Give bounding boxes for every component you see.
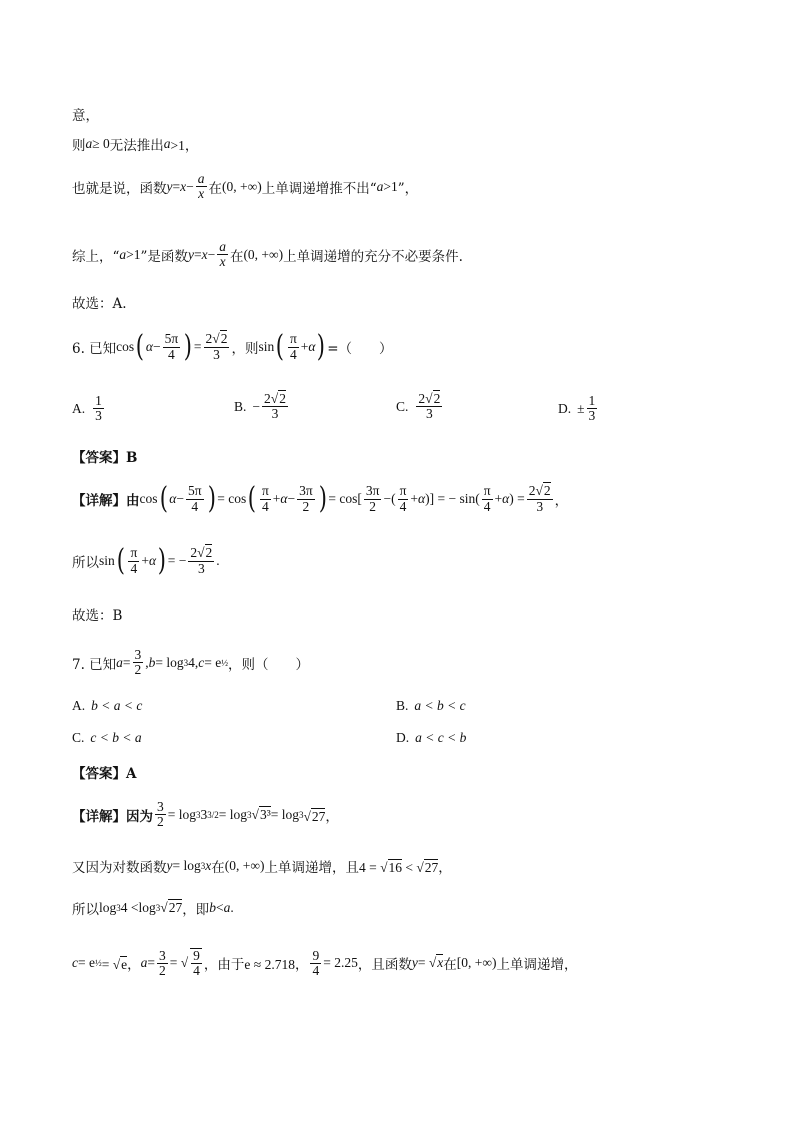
math: a (119, 246, 127, 262)
math: (0, +∞) (222, 178, 262, 194)
math: x (201, 246, 208, 262)
text: ”是函数 (140, 248, 188, 265)
math: − (186, 178, 194, 194)
option-a: A. $\frac{1}{3}$ (72, 393, 102, 424)
option-b: B. a < b < c (396, 698, 466, 713)
math: = (193, 246, 202, 262)
option-d: D. a < c < b (396, 730, 467, 745)
detail-line: 【详解】因为 $\frac{3}{2}$ = log 3 3 3/2 = log 3 √3³ = log 3 √27， (72, 799, 339, 830)
math: (0, +∞) (243, 246, 284, 262)
question-7: 7. 已知 a = $\frac{3}{2}$ , b = log 3 4, c = e ½ ，则（ ） (72, 647, 310, 678)
math: a (376, 178, 384, 194)
fraction: $\frac{5\pi}{4}$ (164, 331, 179, 362)
text-line (72, 104, 99, 124)
detail-line: 又因为对数函数 y = log 3 x 在 (0, +∞) 上单调递增，且 4 = √16 < √27， (72, 858, 452, 876)
text-line (72, 172, 418, 201)
answer-label: 【答案】B (72, 450, 138, 466)
text: 上单调递增的充分不必要条件. (283, 248, 463, 265)
fraction: $\frac{a}{x}$ (219, 239, 226, 270)
text: ，则 (231, 341, 259, 357)
text: 故选：A. (72, 296, 127, 312)
math: >1 (126, 246, 141, 262)
question-6: 6. 已知 cos ( α − $\frac{5\pi}{4}$ ) = $\frac{2√2}{3}$ ，则 sin ( $\frac{\pi}{4}$ + α ) =（ ） (72, 329, 393, 364)
math: a (85, 136, 93, 151)
detail-line: 所以 log 3 4 <log 3 √27 ，即 b < a . (72, 900, 234, 918)
text-line (72, 240, 463, 269)
text: 也就是说，函数 (72, 180, 167, 197)
detail-line: c = e ½ = √e， a = $\frac{3}{2}$ = √ $\frac{9}{4}$ ，由于 e ≈ 2.718， $\frac{9}{4}$ = 2.25 ，且函数 y = √x 在 [0, +∞) 上单调递增， (72, 947, 578, 979)
math: ≥ 0 (92, 136, 110, 151)
answer-label: 【答案】A (72, 766, 137, 782)
text: =（ ） (327, 341, 393, 357)
text-line (72, 134, 198, 154)
text: 无法推出 (109, 138, 164, 154)
math: − (207, 246, 216, 262)
question-number: 6. 已知 (72, 341, 117, 357)
math: x (180, 178, 187, 194)
text: 上单调递增推不出“ (261, 180, 377, 197)
math: = (172, 178, 181, 194)
option-c: C. $\frac{2√2}{3}$ (396, 391, 441, 422)
text: 意， (72, 108, 99, 124)
option-a: A. b < a < c (72, 698, 143, 713)
detail-line: 【详解】由 cos ( α − $\frac{5\pi}{4}$ ) = cos ( $\frac{\pi}{4}$ + α − $\frac{3\pi}{2}$ ) = cos[ $\frac{3\pi}{2}$ −( $\frac{\pi}{4}$ + α )] = − sin( $\frac{\pi}{4}$ + α ) = $\frac{2√2}{3}$ ， (72, 481, 569, 516)
math: >1 (383, 178, 398, 194)
option-b: B. − $\frac{2√2}{3}$ (234, 391, 286, 422)
detail-line: 所以 sin ( $\frac{\pi}{4}$ + α ) = − $\frac{2√2}{3}$ . (72, 543, 220, 578)
math: y (187, 246, 194, 262)
text: 在 (208, 180, 222, 197)
math: cos (116, 339, 135, 354)
text: ”， (397, 180, 419, 197)
math: y (166, 178, 173, 194)
text: 则 (72, 138, 86, 154)
math: a (163, 136, 171, 151)
fraction: $\frac{2√2}{3}$ (205, 331, 228, 362)
text: 综上，“ (72, 248, 120, 265)
option-c: C. c < b < a (72, 730, 142, 745)
text-line (72, 292, 127, 312)
math: >1， (170, 138, 199, 153)
text: 在 (229, 248, 244, 265)
fraction: $\frac{a}{x}$ (197, 171, 205, 202)
option-d: D. ± $\frac{1}{3}$ (558, 393, 596, 424)
choice-line: 故选：B (72, 608, 123, 624)
